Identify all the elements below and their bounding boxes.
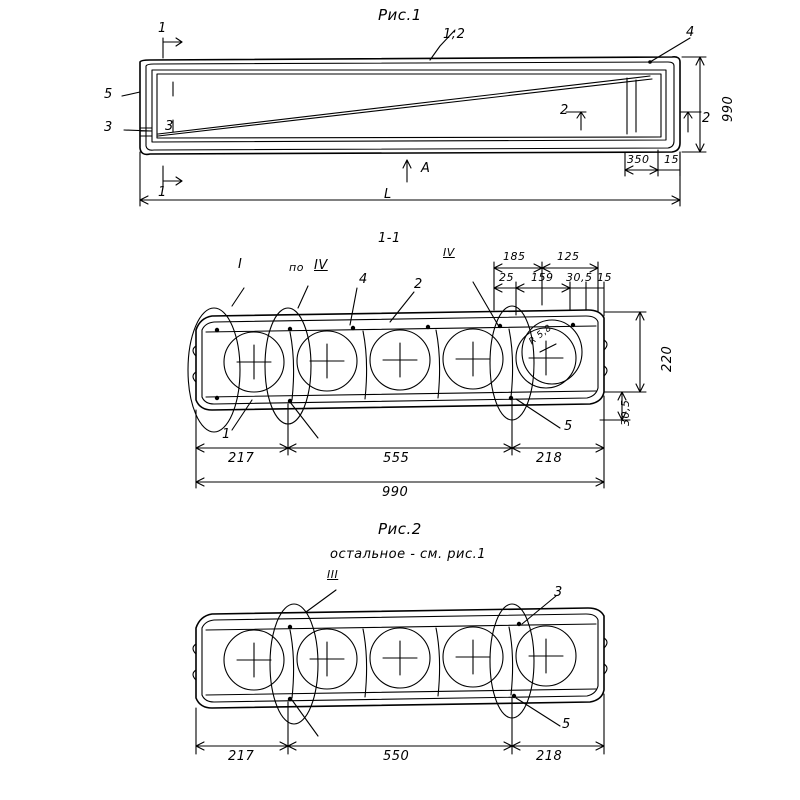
section-dim-15: 15 — [597, 271, 612, 284]
fig2-cross-2 — [310, 642, 344, 676]
fig2-leader-5-a — [292, 700, 318, 736]
fig1-leader-3 — [124, 130, 152, 131]
fig2-cross-3 — [383, 641, 417, 675]
section-dim-218: 218 — [536, 451, 563, 466]
section-dim-220: 220 — [660, 345, 675, 372]
section-callout-po: по — [289, 261, 304, 274]
fig2-rib-3 — [436, 628, 440, 696]
fig1-leader-5 — [122, 92, 140, 96]
fig2-rib-1 — [290, 630, 294, 698]
sec-cross-2 — [310, 344, 344, 378]
fig1-arrow-A-label: A — [421, 161, 431, 176]
fig2-callout-3: 3 — [554, 585, 563, 600]
fig1-taper-line — [158, 76, 650, 134]
fig2-voids — [224, 626, 576, 690]
sec-leader-R — [540, 344, 556, 352]
fig1-dim-15-label: 15 — [664, 153, 679, 166]
fig2-subtitle: остальное - см. рис.1 — [330, 547, 486, 562]
section-dim-217: 217 — [228, 451, 255, 466]
fig1-secmark-2-right-label: 2 — [702, 111, 711, 126]
section-dim-159: 159 — [531, 271, 554, 284]
section-dim-305-side: 30,5 — [619, 399, 632, 426]
section-callout-R: R 5,8 — [527, 323, 554, 348]
fig1-callout-4: 4 — [686, 25, 695, 40]
fig1-secmark-2-left-label: 2 — [560, 103, 569, 118]
fig2-dim-550: 550 — [383, 749, 410, 764]
section-dim-555: 555 — [383, 451, 410, 466]
section-title: 1-1 — [378, 231, 401, 246]
fig1-secmark-1-top-label: 1 — [158, 21, 167, 36]
fig1-title: Рис.1 — [378, 6, 422, 24]
sec-cross-4 — [456, 342, 490, 376]
sec-bottom-flange — [206, 391, 596, 397]
sec-leader-po-IV — [298, 286, 308, 308]
sec-rib-1 — [290, 332, 294, 400]
fig2-rib-4 — [509, 627, 513, 695]
section-dim-305-top: 30,5 — [566, 271, 593, 284]
sec-cross-3 — [383, 343, 417, 377]
section-dim-185: 185 — [503, 250, 526, 263]
fig2-callout-III: III — [327, 568, 339, 581]
fig2-callout-5: 5 — [562, 717, 571, 732]
section-callout-1: 1 — [222, 427, 231, 442]
fig1-dim-350-label: 350 — [627, 153, 650, 166]
fig2-bottom-flange — [206, 689, 596, 695]
sec-rib-3 — [436, 330, 440, 398]
fig2-rib-2 — [363, 629, 367, 697]
fig2-cross-4 — [456, 640, 490, 674]
section-dim-125: 125 — [557, 250, 580, 263]
sec-rib-4 — [509, 329, 513, 397]
section-dim-25: 25 — [499, 271, 514, 284]
section-callout-2: 2 — [414, 277, 423, 292]
sec-rib-2 — [363, 331, 367, 399]
fig2-dim-217: 217 — [228, 749, 255, 764]
section-callout-IV-ref: IV — [314, 258, 328, 273]
fig2-rebar-dots — [288, 622, 521, 701]
fig1-callout-5: 5 — [104, 87, 113, 102]
fig1-dim-L-label: L — [384, 187, 392, 202]
fig1-callout-3: 3 — [104, 120, 113, 135]
fig1-leader-4-dot — [648, 60, 652, 64]
section-callout-IV-top: IV — [443, 246, 455, 259]
section-dim-990: 990 — [382, 485, 409, 500]
fig2-leader-3 — [522, 596, 556, 624]
section-callout-4: 4 — [359, 272, 368, 287]
fig2-cross-1 — [237, 643, 271, 677]
sec-leader-1-bottom — [232, 400, 252, 430]
fig1-dim-990-label: 990 — [721, 95, 736, 122]
sec-leader-I — [232, 288, 244, 306]
fig2-leader-III — [306, 590, 336, 612]
section-callout-5: 5 — [564, 419, 573, 434]
fig2-title: Рис.2 — [378, 520, 422, 538]
fig1-inner-rect — [152, 70, 666, 142]
fig1-mark-1-2: 1;2 — [443, 27, 466, 42]
section-callout-I: I — [238, 257, 243, 272]
fig1-taper-line-2 — [158, 79, 652, 136]
fig2-dim-218: 218 — [536, 749, 563, 764]
fig1-callout-3-inner: 3 — [165, 119, 174, 134]
fig1-leader-4 — [650, 38, 690, 62]
fig1-secmark-1-bot-label: 1 — [158, 185, 167, 200]
sec-leader-2 — [390, 292, 414, 322]
